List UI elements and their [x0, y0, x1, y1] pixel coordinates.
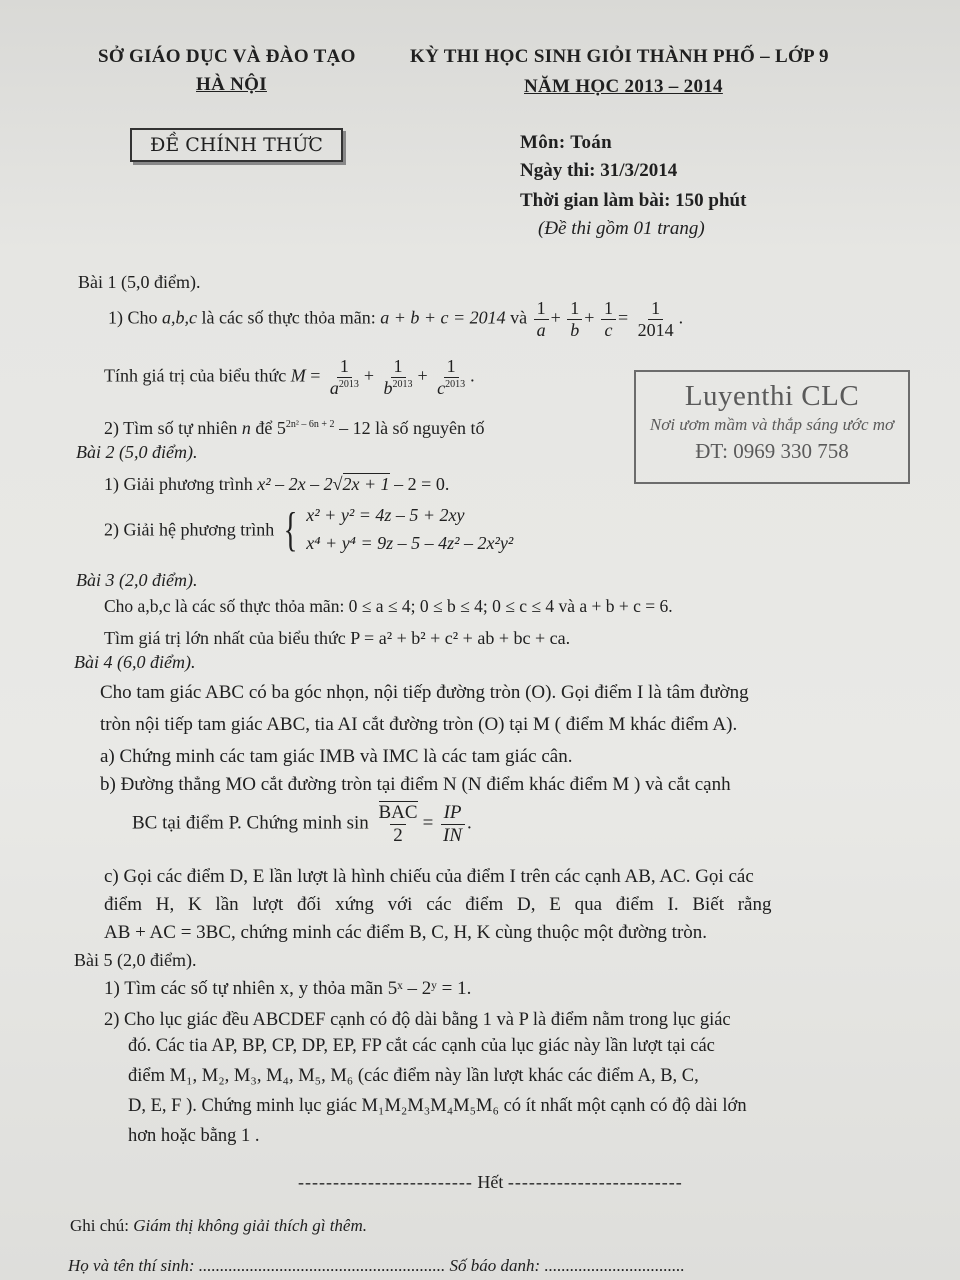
- problem-4-part-c-line-3: AB + AC = 3BC, chứng minh các điểm B, C, H, K cùng thuộc một đường tròn.: [104, 922, 708, 943]
- problem-4-part-b-line-1: b) Đường thẳng MO cắt đường tròn tại điểm N (N điểm khác điểm M ) và cắt cạnh: [100, 774, 731, 795]
- center-stamp: [634, 370, 910, 484]
- problem-3-title: Bài 3 (2,0 điểm).: [76, 570, 198, 590]
- page-note: (Đề thi gồm 01 trang): [538, 218, 705, 239]
- end-marker: ------------------------- Hết -------------------------: [298, 1172, 683, 1192]
- problem-4-part-c-line-1: c) Gọi các điểm D, E lần lượt là hình chiếu của điểm I trên các cạnh AB, AC. Gọi các: [104, 866, 754, 887]
- department-name: SỞ GIÁO DỤC VÀ ĐÀO TẠO: [98, 46, 356, 67]
- problem-1-part-1: 1) Cho a,b,c là các số thực thỏa mãn: a + b + c = 2014 và $\frac{1}{a}$ + $\frac{1}{b}$ + $\frac{1}{c}$ = $\frac{1}{2014}$ .: [108, 298, 684, 340]
- problem-5-part-2-line-3: điểm M₁, M₂, M₃, M₄, M₅, M₆ (các điểm này lần lượt khác các điểm A, B, C,: [128, 1066, 699, 1086]
- problem-1-expression: Tính giá trị của biểu thức M = $\frac{1}{a^{2013}}$ + $\frac{1}{b^{2013}}$ + $\frac{1}{c^{2013}}$ .: [104, 356, 475, 398]
- problem-4-part-a: a) Chứng minh các tam giác IMB và IMC là các tam giác cân.: [100, 746, 573, 767]
- problem-2-part-2: 2) Giải hệ phương trình { x² + y² = 4z – 5 + 2xy x⁴ + y⁴ = 9z – 5 – 4z² – 2x²y²: [104, 502, 514, 556]
- city-name: HÀ NỘI: [196, 74, 267, 95]
- problem-1-part-2: 2) Tìm số tự nhiên n để $5^{2n^2 - 6n + 2} - 12$ là số nguyên tố: [104, 418, 485, 438]
- problem-3-line-2: Tìm giá trị lớn nhất của biểu thức P = a² + b² + c² + ab + bc + ca.: [104, 628, 571, 648]
- problem-4-title: Bài 4 (6,0 điểm).: [74, 652, 196, 672]
- exam-date: Ngày thi: 31/3/2014: [520, 160, 678, 181]
- stamp-slogan: Nơi ươm mầm và thắp sáng ước mơ: [649, 415, 895, 434]
- problem-5-part-1: 1) Tìm các số tự nhiên x, y thỏa mãn 5ˣ – 2ʸ = 1.: [104, 978, 472, 999]
- subject: Môn: Toán: [520, 132, 612, 153]
- problem-1-title: Bài 1 (5,0 điểm).: [78, 272, 201, 292]
- problem-5-part-2-line-2: đó. Các tia AP, BP, CP, DP, EP, FP cắt các cạnh của lục giác này lần lượt tại các: [128, 1036, 715, 1056]
- footer-note: Ghi chú: Giám thị không giải thích gì thêm.: [70, 1216, 368, 1235]
- problem-5-title: Bài 5 (2,0 điểm).: [74, 950, 197, 970]
- problem-4-line-2: tròn nội tiếp tam giác ABC, tia AI cắt đường tròn (O) tại M ( điểm M khác điểm A).: [100, 714, 738, 735]
- problem-4-part-c-line-2: điểm H, K lần lượt đối xứng với các điểm D, E qua điểm I. Biết rằng: [104, 894, 772, 915]
- problem-2-title: Bài 2 (5,0 điểm).: [76, 442, 198, 462]
- candidate-info: Họ và tên thí sinh: .......................................................... Số báo danh: .................................: [68, 1256, 685, 1275]
- problem-3-line-1: Cho a,b,c là các số thực thỏa mãn: 0 ≤ a ≤ 4; 0 ≤ b ≤ 4; 0 ≤ c ≤ 4 và a + b + c = 6.: [104, 596, 673, 616]
- problem-5-part-2-line-5: hơn hoặc bằng 1 .: [128, 1126, 260, 1146]
- problem-5-part-2-line-4: D, E, F ). Chứng minh lục giác M₁M₂M₃M₄M₅M₆ có ít nhất một cạnh có độ dài lớn: [128, 1096, 747, 1116]
- school-year: NĂM HỌC 2013 – 2014: [524, 76, 723, 97]
- problem-2-part-1: 1) Giải phương trình x² – 2x – 2√2x + 1 – 2 = 0.: [104, 474, 450, 494]
- exam-title: KỲ THI HỌC SINH GIỎI THÀNH PHỐ – LỚP 9: [410, 46, 829, 67]
- exam-duration: Thời gian làm bài: 150 phút: [520, 190, 747, 211]
- problem-4-part-b-line-2: BC tại điểm P. Chứng minh sin $\frac{\text{BAC}}{2}$ = $\frac{IP}{IN}$ .: [132, 802, 472, 846]
- problem-4-line-1: Cho tam giác ABC có ba góc nhọn, nội tiếp đường tròn (O). Gọi điểm I là tâm đường: [100, 682, 749, 703]
- stamp-phone: ĐT: 0969 330 758: [695, 439, 849, 463]
- problem-5-part-2-line-1: 2) Cho lục giác đều ABCDEF cạnh có độ dài bằng 1 và P là điểm nằm trong lục giác: [104, 1010, 731, 1030]
- official-exam-label: ĐỀ CHÍNH THỨC: [130, 128, 343, 162]
- stamp-name: Luyenthi CLC: [684, 380, 860, 412]
